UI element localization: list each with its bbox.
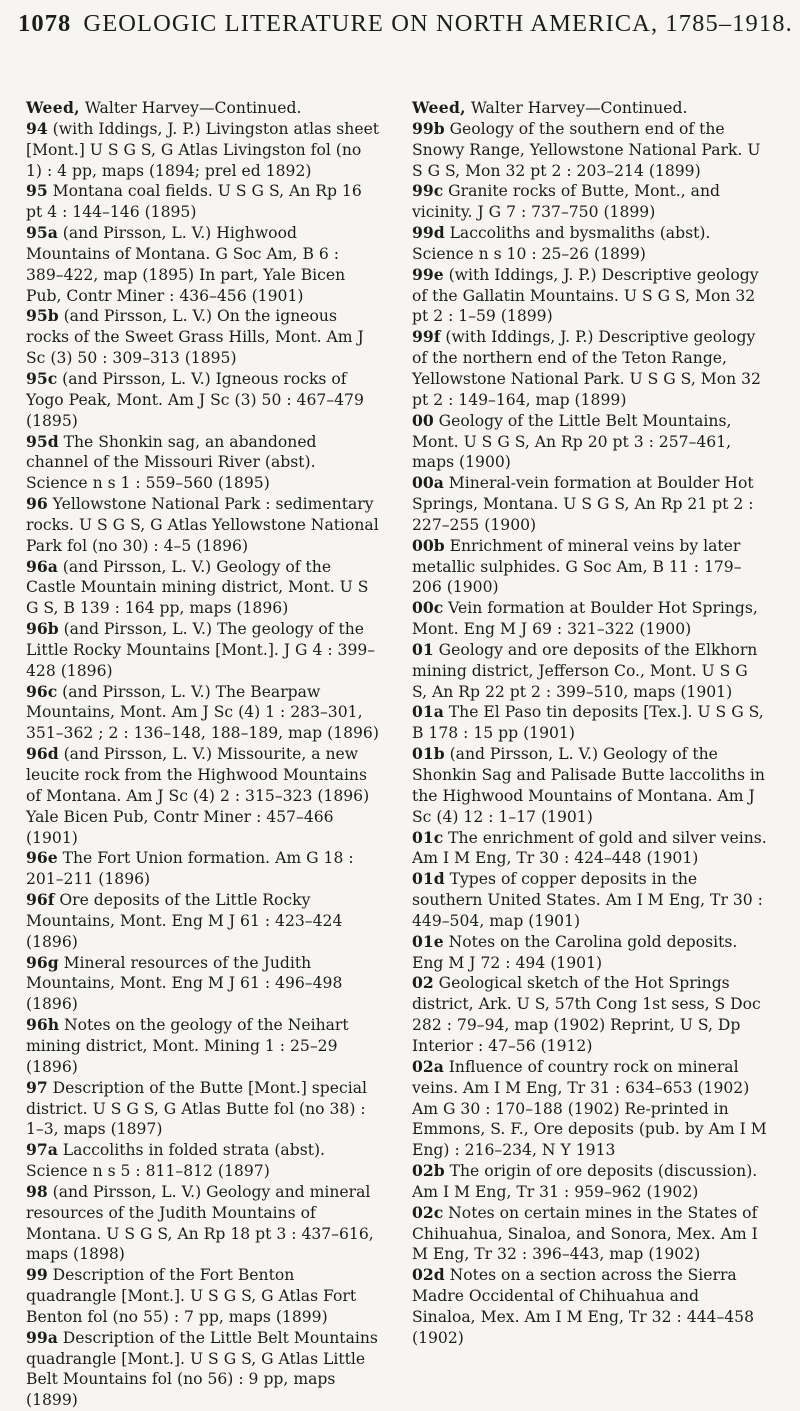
bibliography-entry — [412, 640, 767, 703]
entry-text: Description of the Butte [Mont.] special district. U S G S, G Atlas Butte fol (no 38) : 1–3, maps (1897) — [26, 1078, 367, 1139]
running-header — [18, 10, 793, 38]
bibliography-entry — [412, 702, 767, 744]
entry-text: Geology and ore deposits of the Elkhorn mining district, Jefferson Co., Mont. U S G S, An Rp 22 pt 2 : 399–510, maps (1901) — [412, 640, 758, 701]
entry-number: 99b — [412, 118, 445, 138]
bibliography-entry — [412, 327, 767, 410]
entry-text: Ore deposits of the Little Rocky Mountains, Mont. Eng M J 61 : 423–424 (1896) — [26, 891, 343, 951]
entry-text: The Shonkin sag, an abandoned channel of the Missouri River (abst). Science n s 1 : 559–560 (1895) — [26, 432, 317, 493]
entry-number: 96 — [26, 494, 48, 514]
entry-text: Types of copper deposits in the southern United States. Am I M Eng, Tr 30 : 449–504, map (1901) — [412, 870, 763, 930]
entry-number: 96f — [26, 890, 55, 910]
entry-number: 02 — [412, 973, 434, 993]
entry-number: 96g — [26, 952, 59, 972]
bibliography-entry — [26, 557, 381, 620]
entry-text: The origin of ore deposits (discussion). Am I M Eng, Tr 31 : 959–962 (1902) — [412, 1162, 758, 1201]
entry-text: (and Pirsson, L. V.) Geology and mineral resources of the Judith Mountains of Montana. U S G S, An Rp 18 pt 3 : 437–616, maps (1898) — [26, 1182, 374, 1264]
author-name: Weed, — [26, 98, 80, 117]
bibliography-entry — [26, 494, 381, 557]
entry-number: 97a — [26, 1140, 58, 1160]
bibliography-entry — [412, 1161, 767, 1203]
entry-number: 02b — [412, 1161, 445, 1181]
bibliography-entry — [26, 223, 381, 306]
entry-number: 00c — [412, 598, 444, 618]
entry-text: (and Pirsson, L. V.) The Bearpaw Mountains, Mont. Am J Sc (4) 1 : 283–301, 351–362 ; 2 : 136–148, 188–189, map (1896) — [26, 682, 379, 743]
entry-text: Laccoliths in folded strata (abst). Science n s 5 : 811–812 (1897) — [26, 1141, 326, 1181]
entry-number: 99f — [412, 327, 441, 347]
entry-text: Mineral resources of the Judith Mountains, Mont. Eng M J 61 : 496–498 (1896) — [26, 953, 343, 1014]
page-number: 1078 — [18, 10, 72, 37]
entry-text: (with Iddings, J. P.) Livingston atlas sheet [Mont.] U S G S, G Atlas Livingston fol (no 1) : 4 pp, maps (1894; prel ed 1892) — [26, 119, 380, 180]
entry-number: 95 — [26, 181, 48, 201]
entry-number: 96b — [26, 619, 59, 639]
entry-number: 01d — [412, 869, 445, 889]
entry-text: Notes on the geology of the Neihart mining district, Mont. Mining 1 : 25–29 (1896) — [26, 1016, 349, 1076]
entry-number: 99d — [412, 223, 445, 243]
bibliography-entry — [26, 119, 381, 182]
bibliography-entry — [26, 369, 381, 432]
entry-text: Geological sketch of the Hot Springs district, Ark. U S, 57th Cong 1st sess, S Doc 282 : 79–94, map (1902) Reprint, U S, Dp Interior : 47–56 (1912) — [412, 974, 761, 1055]
entry-number: 96e — [26, 848, 58, 868]
entry-text: (and Pirsson, L. V.) On the igneous rocks of the Sweet Grass Hills, Mont. Am J Sc (3) 50 : 309–313 (1895) — [26, 307, 364, 368]
entry-number: 97 — [26, 1077, 48, 1097]
bibliography-entry — [412, 1057, 767, 1161]
bibliography-entry — [26, 1078, 381, 1141]
entry-number: 01c — [412, 827, 444, 847]
entry-text: Geology of the Little Belt Mountains, Mont. U S G S, An Rp 20 pt 3 : 257–461, maps (1900) — [412, 411, 732, 472]
entry-number: 02a — [412, 1056, 444, 1076]
bibliography-entry — [26, 744, 381, 848]
entry-list — [412, 119, 767, 1349]
bibliography-entry — [26, 848, 381, 890]
bibliography-entry — [26, 1265, 381, 1328]
author-name: Weed, — [412, 98, 466, 117]
bibliography-entry — [412, 828, 767, 870]
entry-number: 01e — [412, 931, 444, 951]
entry-number: 95b — [26, 306, 59, 326]
bibliography-entry — [412, 598, 767, 640]
entry-text: (and Pirsson, L. V.) Geology of the Shonkin Sag and Palisade Butte laccoliths in the Highwood Mountains of Montana. Am J Sc (4) 12 : 1–17 (1901) — [412, 745, 765, 826]
entry-number: 96d — [26, 744, 59, 764]
entry-number: 00a — [412, 473, 444, 493]
entry-text: (and Pirsson, L. V.) The geology of the Little Rocky Mountains [Mont.]. J G 4 : 399–428 (1896) — [26, 620, 376, 680]
entry-text: (and Pirsson, L. V.) Geology of the Castle Mountain mining district, Mont. U S G S, B 139 : 164 pp, maps (1896) — [26, 557, 369, 618]
entry-text: The Fort Union formation. Am G 18 : 201–211 (1896) — [26, 849, 354, 889]
entry-text: Laccoliths and bysmaliths (abst). Science n s 10 : 25–26 (1899) — [412, 224, 711, 263]
entry-number: 02d — [412, 1265, 445, 1285]
bibliography-entry — [26, 953, 381, 1016]
entry-number: 96h — [26, 1015, 60, 1035]
right-column — [412, 98, 767, 1349]
entry-text: (and Pirsson, L. V.) Highwood Mountains of Montana. G Soc Am, B 6 : 389–422, map (1895) In part, Yale Bicen Pub, Contr Miner : 436–456 (1901) — [26, 224, 346, 305]
author-heading — [26, 98, 381, 119]
entry-number: 02c — [412, 1202, 444, 1222]
bibliography-entry — [412, 119, 767, 182]
bibliography-entry — [26, 432, 381, 495]
entry-text: Description of the Fort Benton quadrangle [Mont.]. U S G S, G Atlas Fort Benton fol (no 55) : 7 pp, maps (1899) — [26, 1266, 357, 1326]
entry-number: 01 — [412, 639, 434, 659]
bibliography-entry — [412, 181, 767, 223]
bibliography-entry — [412, 973, 767, 1056]
entry-number: 00 — [412, 410, 434, 430]
bibliography-entry — [412, 1203, 767, 1266]
entry-text: Notes on a section across the Sierra Madre Occidental of Chihuahua and Sinaloa, Mex. Am I M Eng, Tr 32 : 444–458 (1902) — [412, 1266, 755, 1347]
entry-number: 95c — [26, 368, 58, 388]
bibliography-entry — [26, 1328, 381, 1411]
entry-number: 94 — [26, 118, 48, 138]
bibliography-entry — [412, 473, 767, 536]
bibliography-entry — [412, 265, 767, 328]
bibliography-entry — [412, 744, 767, 827]
author-heading-rest: Walter Harvey—Continued. — [79, 99, 302, 117]
entry-text: (with Iddings, J. P.) Descriptive geology of the northern end of the Teton Range, Yellowstone National Park. U S G S, Mon 32 pt 2 : 149–164, map (1899) — [412, 328, 761, 409]
bibliography-entry — [26, 1015, 381, 1078]
entry-number: 95a — [26, 223, 58, 243]
entry-text: (and Pirsson, L. V.) Missourite, a new leucite rock from the Highwood Mountains of Montana. Am J Sc (4) 2 : 315–323 (1896) Yale Bicen Pub, Contr Miner : 457–466 (1901) — [26, 745, 370, 847]
bibliography-entry — [26, 181, 381, 223]
entry-list — [26, 119, 381, 1411]
entry-number: 96a — [26, 556, 58, 576]
entry-number: 99a — [26, 1327, 58, 1347]
entry-number: 01b — [412, 744, 445, 764]
entry-text: Enrichment of mineral veins by later metallic sulphides. G Soc Am, B 11 : 179–206 (1900) — [412, 536, 742, 597]
left-column — [26, 98, 381, 1411]
running-title: GEOLOGIC LITERATURE ON NORTH AMERICA, 1785–1918. — [83, 10, 793, 37]
bibliography-entry — [26, 1140, 381, 1182]
entry-text: Mineral-vein formation at Boulder Hot Springs, Montana. U S G S, An Rp 21 pt 2 : 227–255 (1900) — [412, 474, 754, 534]
entry-text: Notes on certain mines in the States of Chihuahua, Sinaloa, and Sonora, Mex. Am I M Eng, Tr 32 : 396–443, map (1902) — [412, 1203, 758, 1264]
bibliography-entry — [412, 932, 767, 974]
entry-text: The enrichment of gold and silver veins. Am I M Eng, Tr 30 : 424–448 (1901) — [412, 828, 767, 868]
bibliography-entry — [26, 619, 381, 682]
entry-text: (with Iddings, J. P.) Descriptive geology of the Gallatin Mountains. U S G S, Mon 32 pt 2 : 1–59 (1899) — [412, 265, 759, 326]
entry-text: Influence of country rock on mineral veins. Am I M Eng, Tr 31 : 634–653 (1902) Am G 30 : 170–188 (1902) Re-printed in Emmons, S. F., Ore deposits (pub. by Am I M Eng) : 216–234, N Y 1913 — [412, 1057, 767, 1160]
entry-number: 96c — [26, 681, 58, 701]
bibliography-entry — [412, 411, 767, 474]
entry-text: Montana coal fields. U S G S, An Rp 16 pt 4 : 144–146 (1895) — [26, 182, 362, 222]
bibliography-entry — [26, 306, 381, 369]
entry-text: Notes on the Carolina gold deposits. Eng M J 72 : 494 (1901) — [412, 932, 738, 972]
entry-number: 01a — [412, 702, 444, 722]
entry-text: Description of the Little Belt Mountains quadrangle [Mont.]. U S G S, G Atlas Little Belt Mountains fol (no 56) : 9 pp, maps (1899) — [26, 1328, 378, 1410]
bibliography-entry — [26, 682, 381, 745]
bibliography-entry — [412, 869, 767, 932]
bibliography-entry — [26, 890, 381, 953]
entry-number: 95d — [26, 431, 59, 451]
entry-text: Granite rocks of Butte, Mont., and vicinity. J G 7 : 737–750 (1899) — [412, 182, 720, 222]
bibliography-entry — [412, 1265, 767, 1348]
entry-number: 99 — [26, 1265, 48, 1285]
bibliography-entry — [26, 1182, 381, 1265]
entry-number: 98 — [26, 1181, 48, 1201]
bibliography-entry — [412, 536, 767, 599]
entry-number: 99e — [412, 264, 444, 284]
author-heading — [412, 98, 767, 119]
entry-text: (and Pirsson, L. V.) Igneous rocks of Yogo Peak, Mont. Am J Sc (3) 50 : 467–479 (1895) — [26, 369, 364, 430]
entry-number: 99c — [412, 181, 444, 201]
bibliography-entry — [412, 223, 767, 265]
entry-text: Geology of the southern end of the Snowy Range, Yellowstone National Park. U S G S, Mon 32 pt 2 : 203–214 (1899) — [412, 119, 761, 180]
entry-text: Yellowstone National Park : sedimentary rocks. U S G S, G Atlas Yellowstone National Park fol (no 30) : 4–5 (1896) — [26, 495, 379, 555]
entry-text: The El Paso tin deposits [Tex.]. U S G S, B 178 : 15 pp (1901) — [412, 703, 764, 743]
entry-number: 00b — [412, 535, 445, 555]
entry-text: Vein formation at Boulder Hot Springs, Mont. Eng M J 69 : 321–322 (1900) — [412, 599, 758, 639]
author-heading-rest: Walter Harvey—Continued. — [465, 99, 688, 117]
